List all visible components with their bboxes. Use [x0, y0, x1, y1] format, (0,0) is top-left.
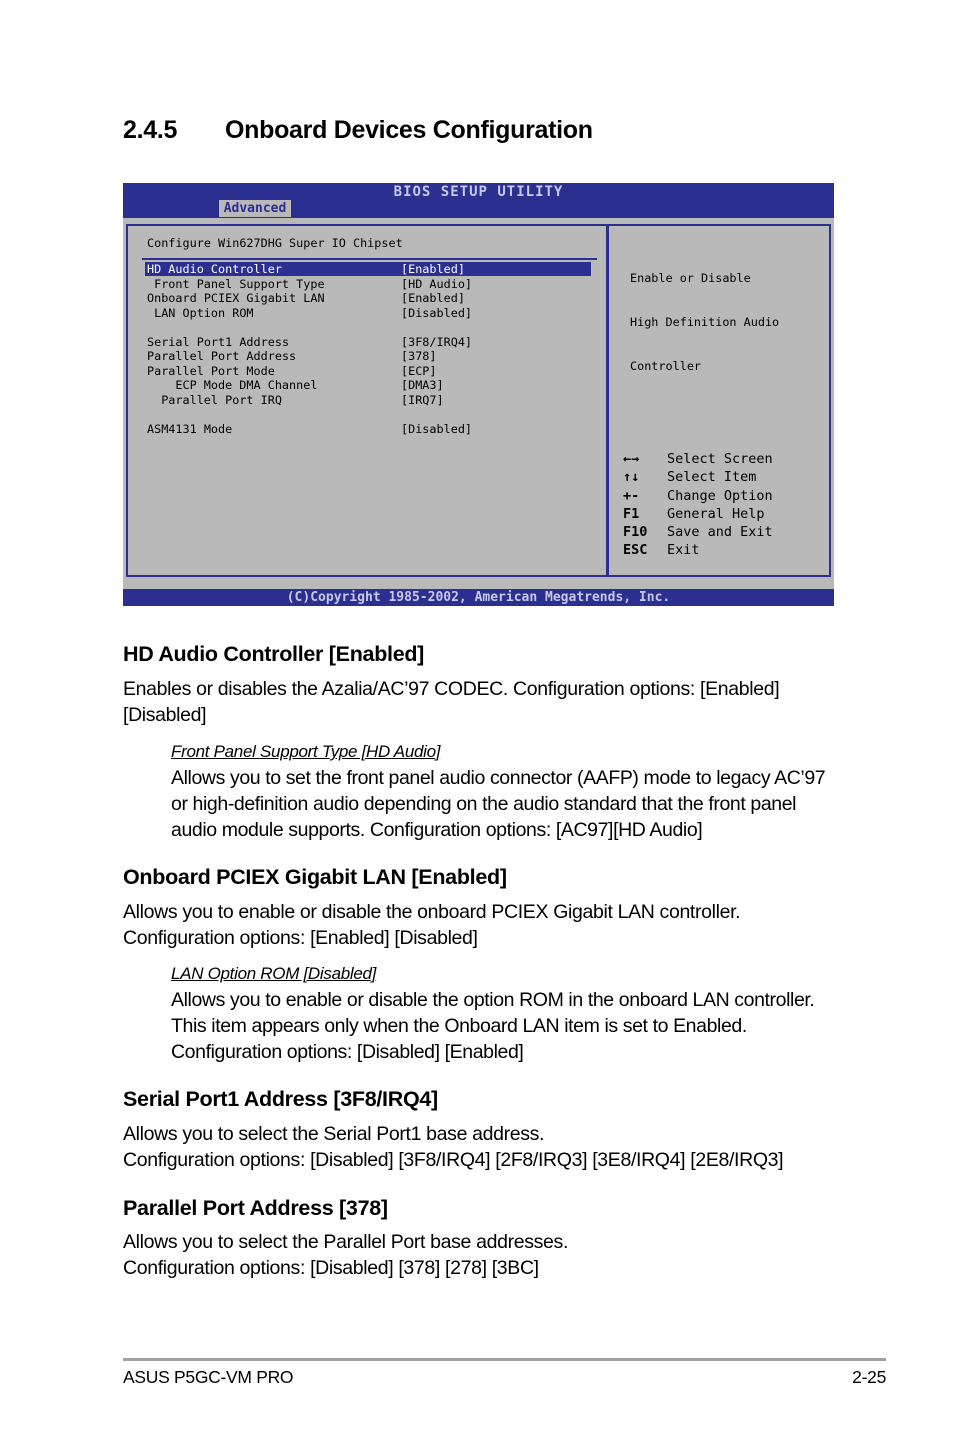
bios-item-value: [378]: [401, 349, 437, 363]
key-label: F1: [623, 505, 640, 522]
bios-item-label: ECP Mode DMA Channel: [175, 378, 318, 392]
bios-item[interactable]: [128, 349, 598, 363]
bios-item[interactable]: [128, 277, 598, 291]
bios-copyright: (C)Copyright 1985-2002, American Megatrends, Inc.: [123, 589, 834, 606]
heading-parallel-port-address: Parallel Port Address [378]: [123, 1196, 388, 1220]
bios-header: [123, 183, 834, 218]
bios-tab-advanced[interactable]: Advanced: [219, 200, 291, 217]
bios-divider: [142, 258, 597, 260]
text-serial-port1-address: [123, 1121, 843, 1173]
subheading-lan-option-rom: LAN Option ROM [Disabled]: [171, 964, 377, 983]
bios-item-value: [HD Audio]: [401, 276, 473, 291]
bios-item-value: [Disabled]: [401, 305, 473, 320]
bios-item[interactable]: [128, 306, 598, 320]
section-number: 2.4.5: [123, 116, 178, 144]
bios-item-label: ASM4131 Mode: [147, 421, 233, 436]
bios-screenshot: [123, 183, 834, 606]
bios-item-value: [DMA3]: [401, 378, 444, 392]
footer-page-number: 2-25: [852, 1367, 886, 1387]
bios-item-value: [Disabled]: [401, 421, 473, 436]
help-line: Enable or Disable: [630, 271, 751, 286]
bios-item[interactable]: [128, 364, 598, 378]
bios-item-label: Parallel Port IRQ: [161, 392, 282, 407]
bios-item-value: [3F8/IRQ4]: [401, 334, 473, 349]
bios-item[interactable]: [128, 422, 598, 436]
bios-item-label: LAN Option ROM: [154, 305, 254, 320]
heading-serial-port1-address: Serial Port1 Address [3F8/IRQ4]: [123, 1087, 438, 1111]
key-label: F10: [623, 524, 648, 541]
bios-title: BIOS SETUP UTILITY: [393, 184, 564, 200]
bios-subtitle: Configure Win627DHG Super IO Chipset: [147, 236, 403, 250]
bios-item-value: [ECP]: [401, 363, 437, 378]
bios-item[interactable]: [128, 291, 598, 305]
text-hd-audio-controller: Enables or disables the Azalia/AC’97 CODEC. Configuration options: [Enabled] [Disabled]: [123, 678, 780, 726]
heading-hd-audio-controller: HD Audio Controller [Enabled]: [123, 642, 425, 666]
text-front-panel-support-type: Allows you to set the front panel audio connector (AAFP) mode to legacy AC’97 or high-definition audio depending on the audio standard that the front panel audio module supports. Configuration options: [AC97][HD Audio]: [171, 767, 826, 841]
bios-item-value: [Enabled]: [401, 262, 465, 276]
section-heading: Onboard Devices Configuration: [225, 116, 593, 144]
bios-item[interactable]: [128, 378, 598, 392]
footer-divider: [123, 1358, 886, 1361]
bios-item-value: [IRQ7]: [401, 392, 444, 407]
key-desc: Save and Exit: [667, 524, 773, 541]
key-label: ESC: [623, 542, 648, 559]
key-desc: Change Option: [667, 487, 773, 504]
text-line: Configuration options: [Enabled] [Disabled]: [123, 927, 478, 949]
bios-help-panel: [607, 224, 831, 577]
bios-item-label: Front Panel Support Type: [154, 276, 325, 291]
bios-item-label: Parallel Port Address: [147, 349, 297, 363]
left-right-arrows-icon: ←→: [623, 451, 640, 467]
bios-item[interactable]: [128, 393, 598, 407]
key-label: +-: [623, 487, 640, 504]
text-line: Configuration options: [Disabled] [378] [278] [3BC]: [123, 1257, 539, 1279]
text-parallel-port-address: [123, 1229, 843, 1281]
key-desc: Select Screen: [667, 451, 773, 467]
help-line: High Definition Audio: [630, 314, 780, 329]
key-desc: Exit: [667, 542, 700, 559]
bios-help-text: [630, 242, 779, 403]
key-desc: Select Item: [667, 469, 757, 486]
text-line: Allows you to enable or disable the onboard PCIEX Gigabit LAN controller.: [123, 901, 741, 923]
up-down-arrows-icon: ↑↓: [623, 469, 640, 486]
bios-item-label: Parallel Port Mode: [147, 363, 275, 378]
footer-product-name: ASUS P5GC-VM PRO: [123, 1367, 294, 1387]
bios-item-label: HD Audio Controller: [147, 262, 282, 276]
text-lan-option-rom: Allows you to enable or disable the option ROM in the onboard LAN controller. This item appears only when the Onboard LAN item is set to Enabled. Configuration options: [Disabled] [Enabled]: [171, 989, 815, 1063]
bios-item-label: Onboard PCIEX Gigabit LAN: [147, 291, 325, 305]
bios-item[interactable]: [128, 262, 598, 276]
text-onboard-lan: [123, 899, 843, 951]
section-title: [123, 116, 593, 145]
text-line: Configuration options: [Disabled] [3F8/IRQ4] [2F8/IRQ3] [3E8/IRQ4] [2E8/IRQ3]: [123, 1149, 784, 1171]
key-desc: General Help: [667, 505, 765, 522]
text-line: Allows you to select the Serial Port1 base address.: [123, 1123, 545, 1145]
help-line: Controller: [630, 358, 702, 373]
bios-item[interactable]: [128, 335, 598, 349]
bios-settings-panel: [126, 224, 607, 577]
text-line: Allows you to select the Parallel Port base addresses.: [123, 1231, 569, 1253]
bios-item-label: Serial Port1 Address: [147, 334, 290, 349]
subheading-front-panel-support-type: Front Panel Support Type [HD Audio]: [171, 742, 441, 761]
bios-item-value: [Enabled]: [401, 291, 465, 305]
heading-onboard-lan: Onboard PCIEX Gigabit LAN [Enabled]: [123, 865, 507, 889]
